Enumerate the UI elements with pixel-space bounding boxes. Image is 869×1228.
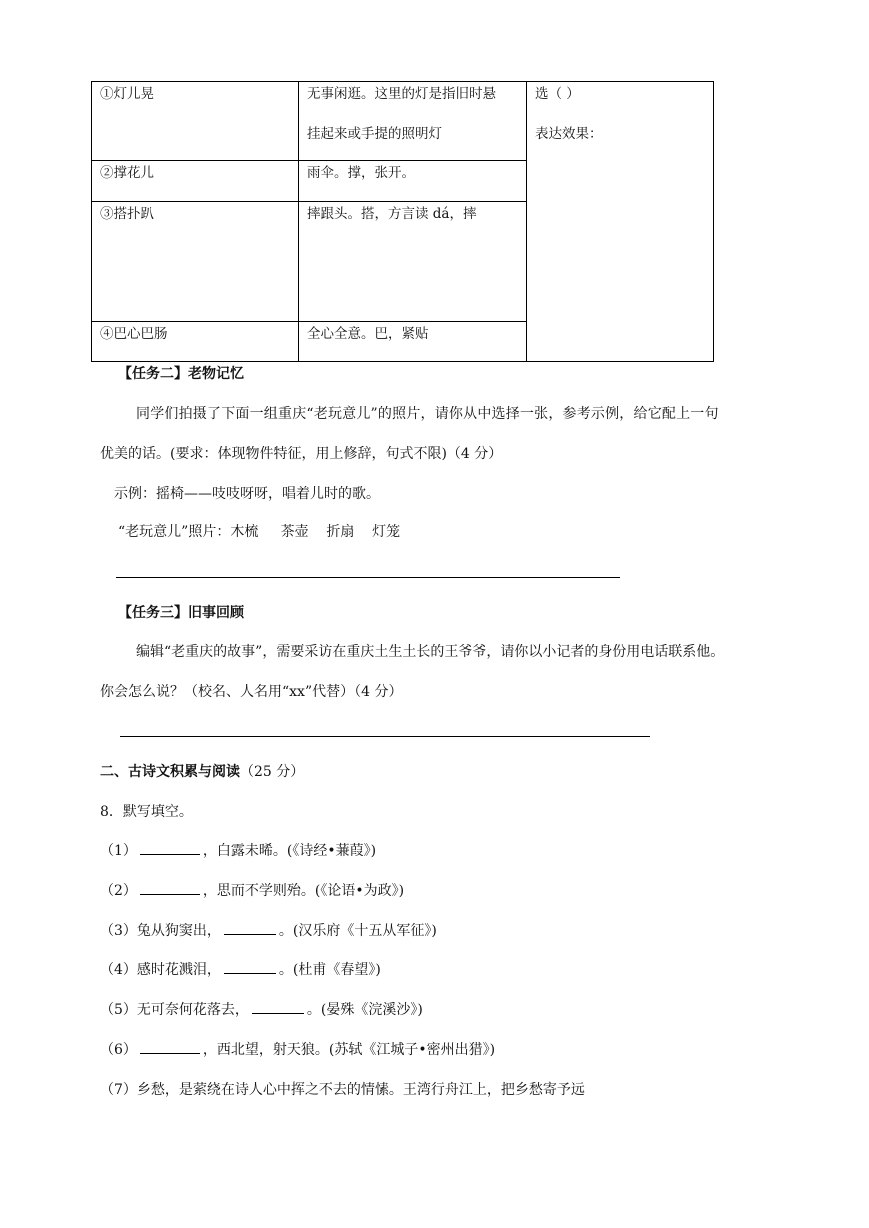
q8-item <box>100 959 381 979</box>
fill-blank[interactable] <box>224 959 276 974</box>
fill-blank[interactable] <box>252 999 304 1014</box>
q8-item <box>100 840 376 860</box>
vocab-table <box>91 81 714 362</box>
item-text: 。(晏殊《浣溪沙》) <box>306 1002 423 1018</box>
fill-blank[interactable] <box>140 880 200 895</box>
item-number: （2） <box>100 883 137 899</box>
item-text: 。(杜甫《春望》) <box>278 962 381 978</box>
answer-line[interactable] <box>116 577 620 578</box>
item-text: ，白露未晞。(《诗经•蒹葭》) <box>202 843 377 859</box>
q8-item <box>100 880 404 900</box>
explain-text: 全心全意。巴，紧贴 <box>307 326 429 342</box>
answer-cell <box>527 82 714 362</box>
explain-cell <box>299 202 527 322</box>
item-number: （3） <box>100 923 137 939</box>
task2-example: 示例：摇椅——吱吱呀呀，唱着儿时的歌。 <box>114 486 380 502</box>
item-number: （6） <box>100 1042 137 1058</box>
fill-blank[interactable] <box>140 1039 200 1054</box>
item-number: （1） <box>100 843 137 859</box>
fill-blank[interactable] <box>224 920 276 935</box>
item-text: 兔从狗窦出， <box>136 923 221 939</box>
item-text: 。(汉乐府《十五从军征》) <box>278 923 437 939</box>
table-row <box>92 82 714 161</box>
task2-paragraph: 同学们拍摄了下面一组重庆“老玩意儿”的照片，请你从中选择一张，参考示例，给它配上一句 <box>136 406 719 422</box>
task2-photos: “老玩意儿”照片：木梳 茶壶 折扇 灯笼 <box>118 524 401 540</box>
item-number: （7） <box>100 1082 137 1098</box>
explain-text: 摔跟头。搭，方言读 dá，摔 <box>307 206 477 222</box>
word-cell <box>92 161 299 202</box>
explain-cell <box>299 322 527 362</box>
explain-text: 挂起来或手提的照明灯 <box>307 126 442 142</box>
q8-item <box>100 920 437 940</box>
word-text: ②撑花儿 <box>100 165 154 181</box>
item-text: ，西北望，射天狼。(苏轼《江城子•密州出猎》) <box>202 1042 496 1058</box>
word-text: ④巴心巴肠 <box>100 326 168 342</box>
item-text: 无可奈何花落去， <box>136 1002 249 1018</box>
task2-heading: 【任务二】老物记忆 <box>118 366 244 382</box>
task3-paragraph: 编辑“老重庆的故事”，需要采访在重庆土生土长的王爷爷，请你以小记者的身份用电话联系他。 <box>136 644 725 660</box>
item-text: 乡愁，是萦绕在诗人心中挥之不去的情愫。王湾行舟江上，把乡愁寄予远 <box>136 1082 585 1098</box>
word-text: ①灯儿晃 <box>100 86 154 102</box>
q8-title: 8．默写填空。 <box>100 804 193 820</box>
section2-heading <box>100 761 304 781</box>
choice-label: 选（ ） <box>535 86 580 102</box>
item-text: ，思而不学则殆。(《论语•为政》) <box>202 883 405 899</box>
word-cell <box>92 202 299 322</box>
explain-text: 无事闲逛。这里的灯是指旧时悬 <box>307 86 496 102</box>
q8-item <box>100 1039 495 1059</box>
explain-text: 雨伞。撑，张开。 <box>307 165 415 181</box>
task3-heading: 【任务三】旧事回顾 <box>118 605 244 621</box>
word-text: ③搭扑趴 <box>100 206 154 222</box>
item-text: 感时花溅泪， <box>136 962 221 978</box>
item-number: （5） <box>100 1002 137 1018</box>
word-cell <box>92 82 299 161</box>
task3-paragraph: 你会怎么说？（校名、人名用“xx”代替）（4 分） <box>100 684 403 700</box>
q8-item <box>100 1079 585 1099</box>
item-number: （4） <box>100 962 137 978</box>
section-title: 二、古诗文积累与阅读 <box>100 764 240 780</box>
section-score: （25 分） <box>240 764 305 780</box>
answer-line[interactable] <box>120 736 650 737</box>
q8-item <box>100 999 423 1019</box>
effect-label: 表达效果： <box>535 126 603 142</box>
task2-paragraph: 优美的话。(要求：体现物件特征，用上修辞，句式不限)（4 分） <box>100 446 503 462</box>
word-cell <box>92 322 299 362</box>
explain-cell <box>299 161 527 202</box>
explain-cell <box>299 82 527 161</box>
fill-blank[interactable] <box>140 840 200 855</box>
